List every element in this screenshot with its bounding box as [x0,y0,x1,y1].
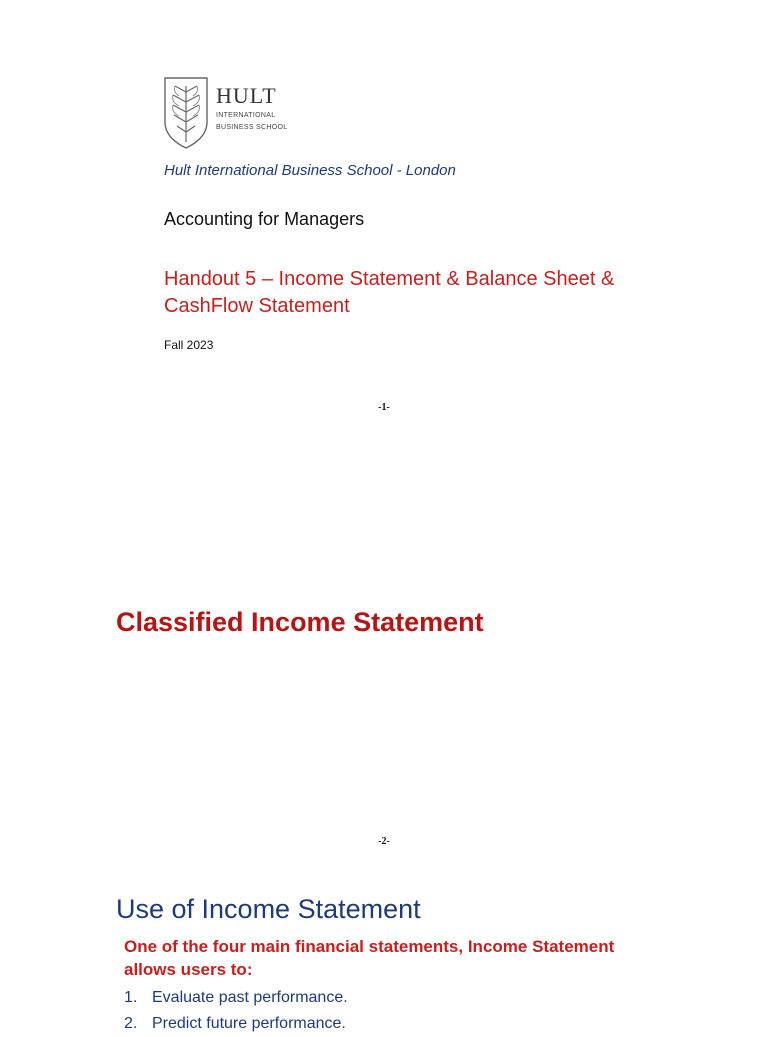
school-name: Hult International Business School - London [164,162,456,179]
section-title: Classified Income Statement [116,607,484,637]
logo-wordmark [216,84,287,132]
list-item-text: Predict future performance. [152,1015,346,1032]
list-item [124,1011,348,1037]
logo-subtitle-line-1: INTERNATIONAL [216,112,276,119]
list-item-number: 2. [124,1015,138,1032]
uses-list [124,985,348,1037]
logo-subtitle-line-2: BUSINESS SCHOOL [216,124,288,131]
handout-title-line-2: CashFlow Statement [164,295,350,317]
handout-title [164,266,704,320]
handout-title-line-1: Handout 5 – Income Statement & Balance Sheet & [164,268,615,290]
intro-line-2: allows users to: [124,960,253,979]
hult-shield-icon [161,76,211,150]
page-number-2: -2- [378,836,390,847]
hult-logo [161,76,287,150]
course-title: Accounting for Managers [164,209,365,229]
list-item-number: 1. [124,989,138,1006]
intro-line-1: One of the four main financial statements, Income Statement [124,937,615,956]
logo-name: HULT [216,83,277,108]
page-number-1: -1- [378,402,390,413]
term-label: Fall 2023 [164,338,214,352]
intro-text [124,935,694,981]
slide-title: Use of Income Statement [116,894,421,924]
list-item-text: Evaluate past performance. [152,989,348,1006]
list-item [124,985,348,1011]
